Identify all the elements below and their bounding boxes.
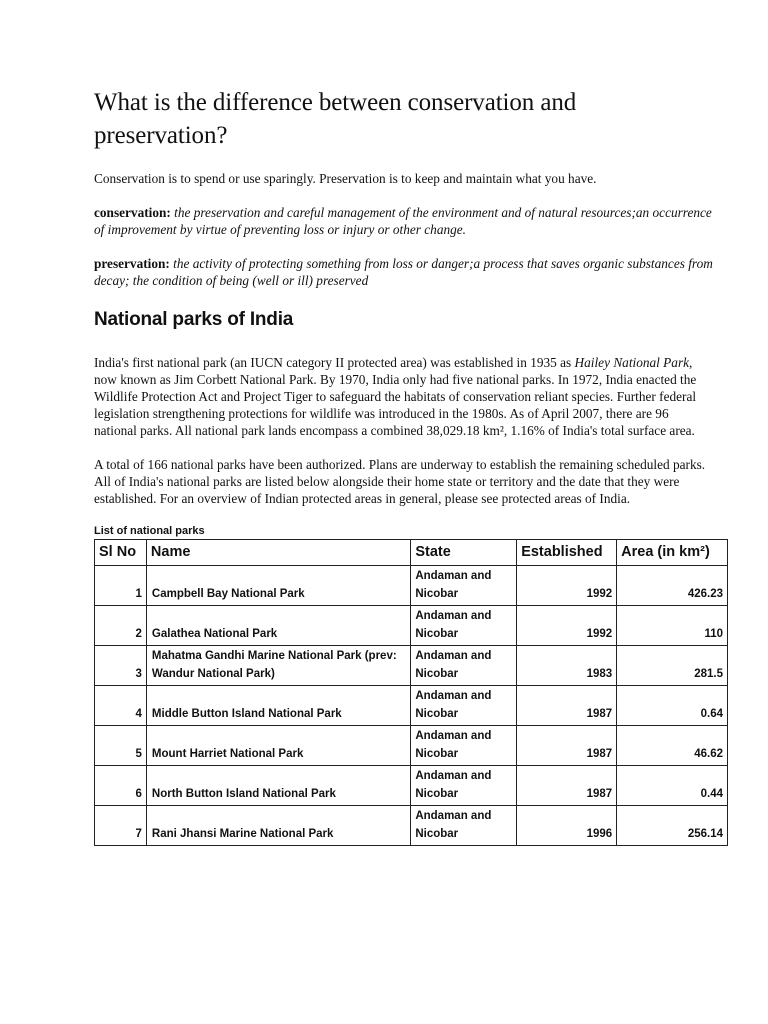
- cell-area: 0.44: [617, 766, 728, 806]
- header-name: Name: [146, 540, 410, 566]
- cell-state: Andaman and Nicobar: [411, 606, 517, 646]
- cell-established: 1996: [517, 806, 617, 846]
- national-parks-paragraph-1: [94, 354, 714, 439]
- definition-term: preservation:: [94, 256, 170, 271]
- cell-area: 46.62: [617, 726, 728, 766]
- cell-established: 1987: [517, 766, 617, 806]
- cell-name: Galathea National Park: [146, 606, 410, 646]
- table-caption: List of national parks: [94, 525, 205, 537]
- definition-text: the activity of protecting something from loss or danger;a process that saves organic substances from decay; the condition of being (well or ill) preserved: [94, 256, 713, 288]
- cell-state: Andaman and Nicobar: [411, 566, 517, 606]
- cell-area: 281.5: [617, 646, 728, 686]
- cell-state: Andaman and Nicobar: [411, 726, 517, 766]
- section-heading: National parks of India: [94, 309, 294, 330]
- header-established: Established: [517, 540, 617, 566]
- cell-sl: 7: [95, 806, 147, 846]
- cell-established: 1992: [517, 606, 617, 646]
- cell-established: 1983: [517, 646, 617, 686]
- cell-established: 1987: [517, 726, 617, 766]
- header-sl-no: Sl No: [95, 540, 147, 566]
- cell-area: 110: [617, 606, 728, 646]
- cell-sl: 5: [95, 726, 147, 766]
- cell-name: Middle Button Island National Park: [146, 686, 410, 726]
- page-title: What is the difference between conservation and preservation?: [94, 89, 577, 149]
- document-page: [94, 86, 723, 846]
- para1-italic: Hailey National Park: [574, 355, 690, 370]
- cell-sl: 2: [95, 606, 147, 646]
- cell-sl: 3: [95, 646, 147, 686]
- cell-established: 1992: [517, 566, 617, 606]
- cell-state: Andaman and Nicobar: [411, 806, 517, 846]
- cell-name: North Button Island National Park: [146, 766, 410, 806]
- cell-name: Mahatma Gandhi Marine National Park (prev: Wandur National Park): [146, 646, 410, 686]
- header-state: State: [411, 540, 517, 566]
- para1-after: , now known as Jim Corbett National Park. By 1970, India only had five national parks. In 1972, India enacted the Wildlife Protection Act and Project Tiger to safeguard the habitats of conservation reliant species. Further federal legislation strengthening protections for wildlife was introduced in the 1980s. As of April 2007, there are 96 national parks. All national park lands encompass a combined 38,029.18 km², 1.16% of India's total surface area.: [94, 355, 697, 438]
- table-row: [95, 686, 728, 726]
- definition-conservation: [94, 204, 714, 238]
- table-row: [95, 566, 728, 606]
- definition-term: conservation:: [94, 205, 171, 220]
- header-area: Area (in km²): [617, 540, 728, 566]
- table-row: [95, 806, 728, 846]
- cell-name: Mount Harriet National Park: [146, 726, 410, 766]
- table-row: [95, 766, 728, 806]
- table-row: [95, 726, 728, 766]
- para1-before: India's first national park (an IUCN category II protected area) was established in 1935 as: [94, 355, 575, 370]
- definition-text: the preservation and careful management of the environment and of natural resources;an occurrence of improvement by virtue of preventing loss or injury or other change.: [94, 205, 712, 237]
- cell-sl: 6: [95, 766, 147, 806]
- table-row: [95, 606, 728, 646]
- table-row: [95, 646, 728, 686]
- cell-name: Rani Jhansi Marine National Park: [146, 806, 410, 846]
- definition-preservation: [94, 255, 714, 289]
- cell-area: 256.14: [617, 806, 728, 846]
- cell-name: Campbell Bay National Park: [146, 566, 410, 606]
- intro-paragraph: Conservation is to spend or use sparingly. Preservation is to keep and maintain what you have.: [94, 171, 597, 186]
- cell-sl: 1: [95, 566, 147, 606]
- cell-state: Andaman and Nicobar: [411, 766, 517, 806]
- national-parks-table: [94, 539, 728, 846]
- cell-established: 1987: [517, 686, 617, 726]
- table-header-row: [95, 540, 728, 566]
- cell-state: Andaman and Nicobar: [411, 646, 517, 686]
- cell-area: 0.64: [617, 686, 728, 726]
- cell-area: 426.23: [617, 566, 728, 606]
- cell-sl: 4: [95, 686, 147, 726]
- cell-state: Andaman and Nicobar: [411, 686, 517, 726]
- national-parks-paragraph-2: A total of 166 national parks have been authorized. Plans are underway to establish the remaining scheduled parks. All of India's national parks are listed below alongside their home state or territory and the date that they were established. For an overview of Indian protected areas in general, please see protected areas of India.: [94, 457, 706, 506]
